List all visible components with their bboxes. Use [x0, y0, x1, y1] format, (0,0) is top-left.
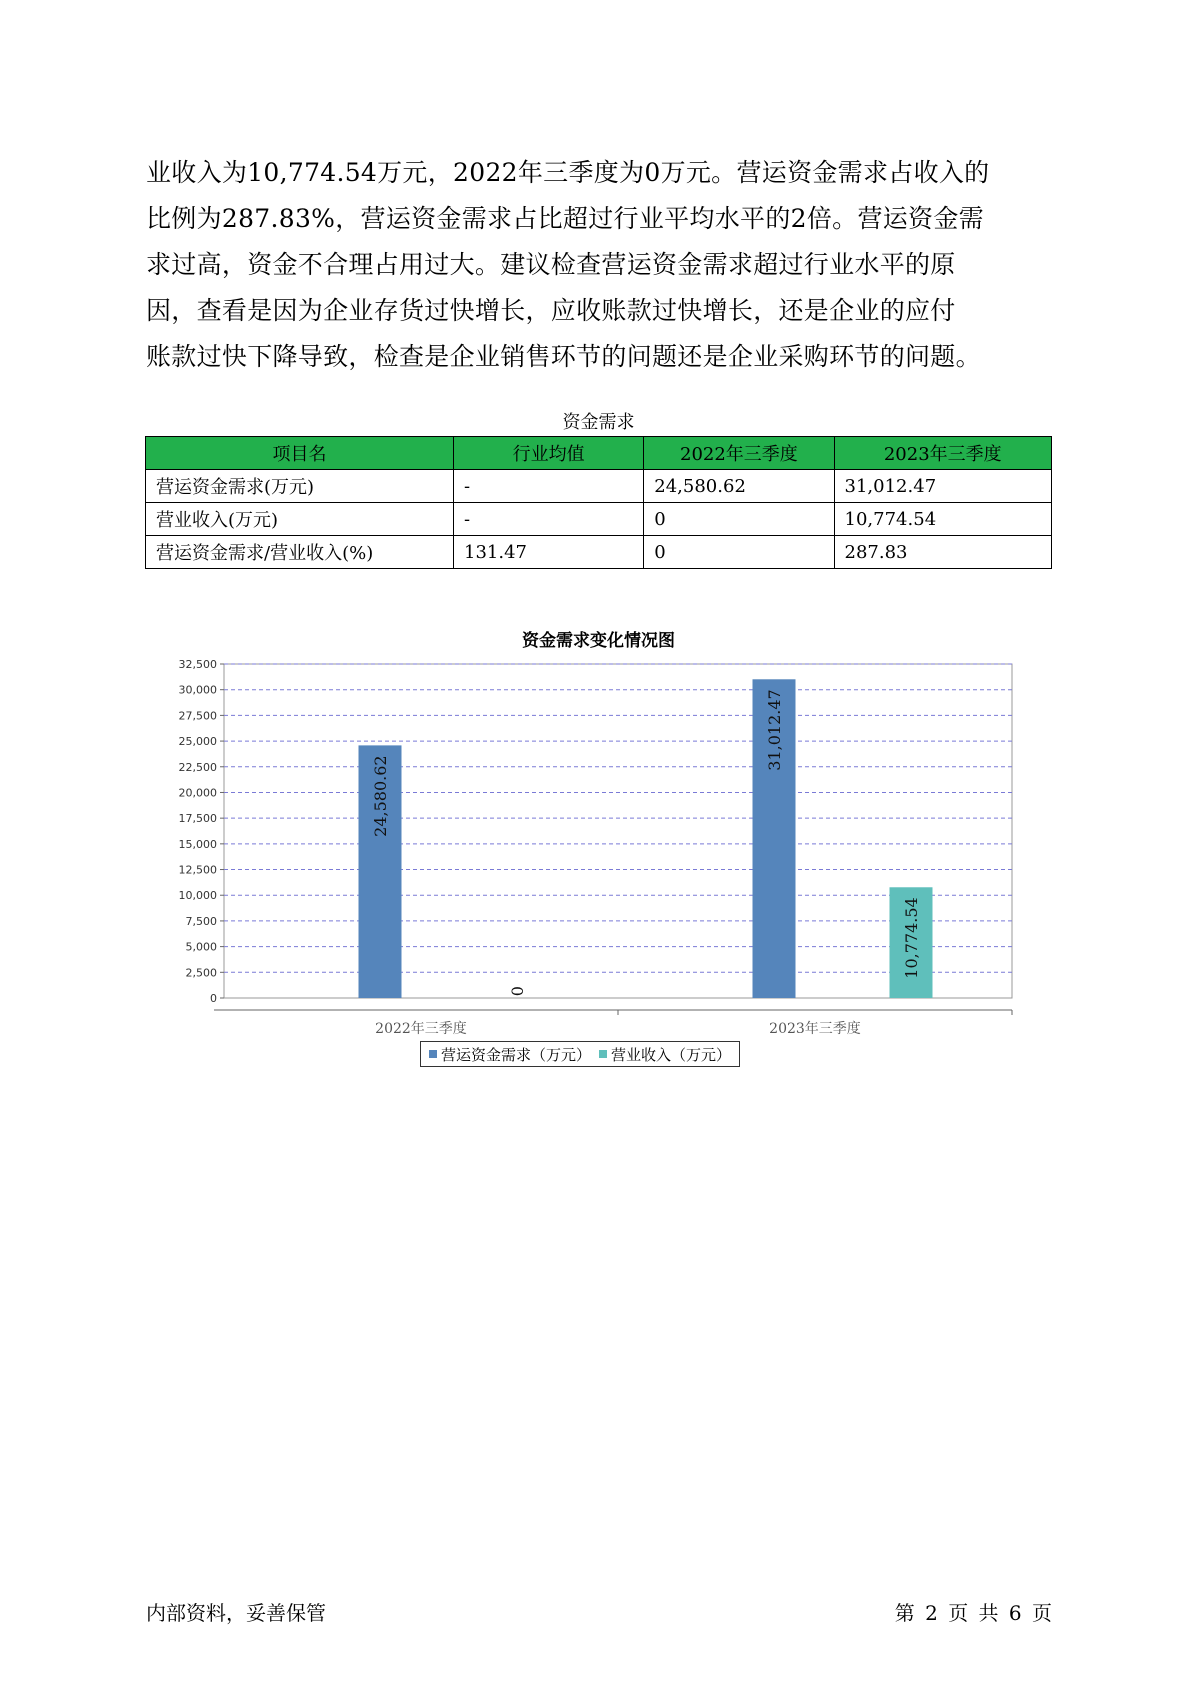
table-header-cell: 行业均值: [454, 437, 644, 470]
table-caption: 资金需求: [562, 412, 635, 433]
paragraph-line: 求过高，资金不合理占用过大。建议检查营运资金需求超过行业水平的原: [146, 250, 956, 279]
table-row: [146, 503, 1052, 536]
table-cell: 营运资金需求(万元): [146, 470, 454, 503]
y-tick-label: 20,000: [178, 786, 217, 800]
y-tick-label: 27,500: [178, 709, 217, 723]
legend-label: 营运资金需求（万元）: [441, 1045, 592, 1064]
data-label: 24,580.62: [371, 755, 390, 837]
legend-item: [599, 1044, 731, 1065]
table-cell: 0: [644, 503, 834, 536]
y-tick-label: 2,500: [185, 966, 217, 980]
y-tick-label: 22,500: [178, 760, 217, 774]
paragraph-line: 因，查看是因为企业存货过快增长，应收账款过快增长，还是企业的应付: [146, 296, 956, 325]
table-cell: 营运资金需求/营业收入(%): [146, 536, 454, 569]
x-tick-label: 2023年三季度: [769, 1021, 861, 1037]
table-cell: -: [454, 503, 644, 536]
table-cell: 10,774.54: [834, 503, 1051, 536]
table-cell: -: [454, 470, 644, 503]
legend-swatch-icon: [429, 1050, 437, 1058]
data-label: 10,774.54: [902, 897, 921, 979]
table-cell: 31,012.47: [834, 470, 1051, 503]
data-label: 0: [508, 986, 527, 997]
paragraph-line: 账款过快下降导致，检查是企业销售环节的问题还是企业采购环节的问题。: [146, 342, 981, 371]
paragraph-line: 业收入为10,774.54万元，2022年三季度为0万元。营运资金需求占收入的: [146, 158, 990, 187]
bar-chart: [146, 648, 1051, 1038]
y-tick-label: 5,000: [185, 940, 217, 954]
table-header-cell: 2022年三季度: [644, 437, 834, 470]
table-header-cell: 项目名: [146, 437, 454, 470]
table-header-row: [146, 437, 1052, 470]
y-tick-label: 12,500: [178, 863, 217, 877]
table-cell: 24,580.62: [644, 470, 834, 503]
y-tick-label: 25,000: [178, 735, 217, 749]
table-row: [146, 470, 1052, 503]
fund-demand-table: [145, 436, 1052, 569]
paragraph-line: 比例为287.83%，营运资金需求占比超过行业平均水平的2倍。营运资金需: [146, 204, 984, 233]
x-tick-label: 2022年三季度: [375, 1021, 467, 1037]
y-tick-label: 17,500: [178, 812, 217, 826]
page-number: 第 2 页 共 6 页: [894, 1601, 1052, 1625]
y-tick-label: 0: [210, 992, 217, 1005]
chart-legend: [420, 1041, 740, 1067]
y-tick-label: 30,000: [178, 683, 217, 697]
y-tick-label: 7,500: [185, 914, 217, 928]
table-row: [146, 536, 1052, 569]
chart-title: 资金需求变化情况图: [522, 631, 675, 651]
footer-note: 内部资料，妥善保管: [146, 1601, 326, 1625]
table-cell: 0: [644, 536, 834, 569]
legend-swatch-icon: [599, 1050, 607, 1058]
y-tick-label: 10,000: [178, 889, 217, 903]
legend-item: [429, 1044, 591, 1065]
body-paragraph: [146, 150, 1051, 380]
table-header-cell: 2023年三季度: [834, 437, 1051, 470]
table-cell: 131.47: [454, 536, 644, 569]
data-label: 31,012.47: [765, 689, 784, 771]
y-tick-label: 32,500: [178, 658, 217, 671]
table-cell: 287.83: [834, 536, 1051, 569]
y-tick-label: 15,000: [178, 837, 217, 851]
table-cell: 营业收入(万元): [146, 503, 454, 536]
legend-label: 营业收入（万元）: [611, 1045, 732, 1064]
